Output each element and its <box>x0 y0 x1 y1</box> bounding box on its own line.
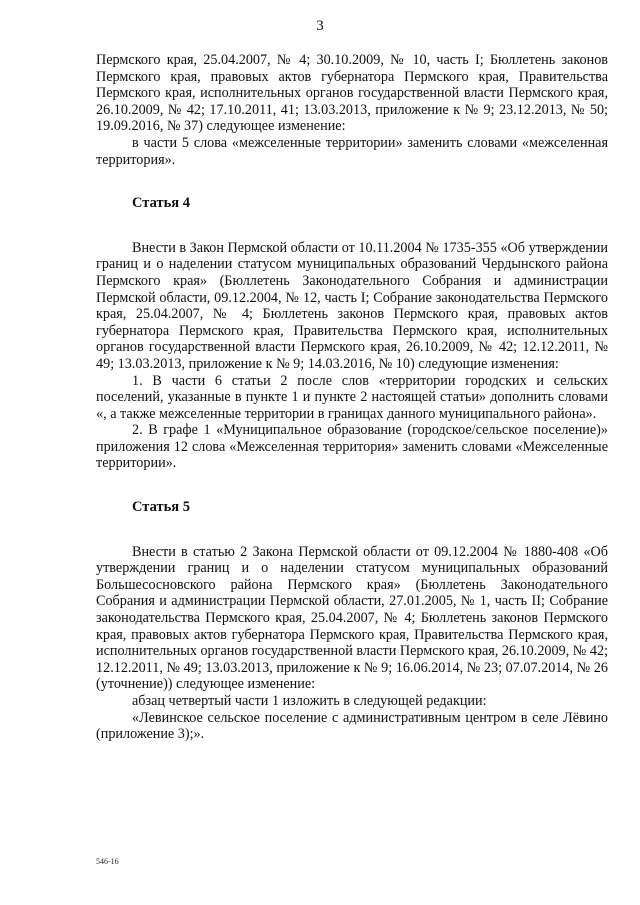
paragraph: 1. В части 6 статьи 2 после слов «территории городских и сельских поселений, указанные в пункте 1 и пункте 2 настоящей статьи» дополнить словами «, а также межселенные территории в границах данного муниципального района». <box>96 372 608 422</box>
paragraph: Внести в Закон Пермской области от 10.11.2004 № 1735-355 «Об утверждении границ и о наделении статусом муниципальных образований Чердынского района Пермского края» (Бюллетень Законодательного Собрания и администрации Пермской области, 09.12.2004, № 12, часть I; Собрание законодательства Пермского края, 25.04.2007, № 4; Бюллетень законов Пермского края, правовых актов губернатора Пермского края, Правительства Пермского края, исполнительных органов государственной власти Пермского края, 26.10.2009, № 42; 12.12.2011, № 49; 13.03.2013, приложение к № 9; 14.03.2016, № 10) следующие изменения: <box>96 239 608 372</box>
paragraph: абзац четвертый части 1 изложить в следующей редакции: <box>132 693 487 709</box>
paragraph: 2. В графе 1 «Муниципальное образование (городское/сельское поселение)» приложения 12 слова «Межселенная территория» заменить словами «Межселенные территории». <box>96 422 608 472</box>
paragraph: Пермского края, 25.04.2007, № 4; 30.10.2009, № 10, часть I; Бюллетень законов Пермского края, правовых актов губернатора Пермского края, Правительства Пермского края, исполнительных органов государственной власти Пермского края, 26.10.2009, № 42; 17.10.2011, 41; 13.03.2013, приложение к № 9; 23.12.2013, № 50; 19.09.2016, № 37) следующее изменение: <box>96 52 608 135</box>
article-heading: Статья 4 <box>132 195 190 212</box>
article-heading: Статья 5 <box>132 499 190 516</box>
paragraph: в части 5 слова «межселенные территории» заменить словами «межселенная территория». <box>96 134 608 168</box>
paragraph: «Левинское сельское поселение с административным центром в селе Лёвино (приложение 3);». <box>96 709 608 743</box>
paragraph: Внести в статью 2 Закона Пермской области от 09.12.2004 № 1880-408 «Об утверждении границ и о наделении статусом муниципальных образований Большесосновского района Пермского края» (Бюллетень Законодательного Собрания и администрации Пермской области, 27.01.2005, № 1, часть II; Собрание законодательства Пермского края, 25.04.2007, № 4; Бюллетень законов Пермского края, правовых актов губернатора Пермского края, Правительства Пермского края, исполнительных органов государственной власти Пермского края, 26.10.2009, № 42; 12.12.2011, № 49; 13.03.2013, приложение к № 9; 16.06.2014, № 23; 07.07.2014, № 26 (уточнение)) следующее изменение: <box>96 543 609 693</box>
document-body <box>96 52 608 743</box>
page-number: 3 <box>316 18 324 34</box>
footer-code: 546-16 <box>96 857 119 866</box>
